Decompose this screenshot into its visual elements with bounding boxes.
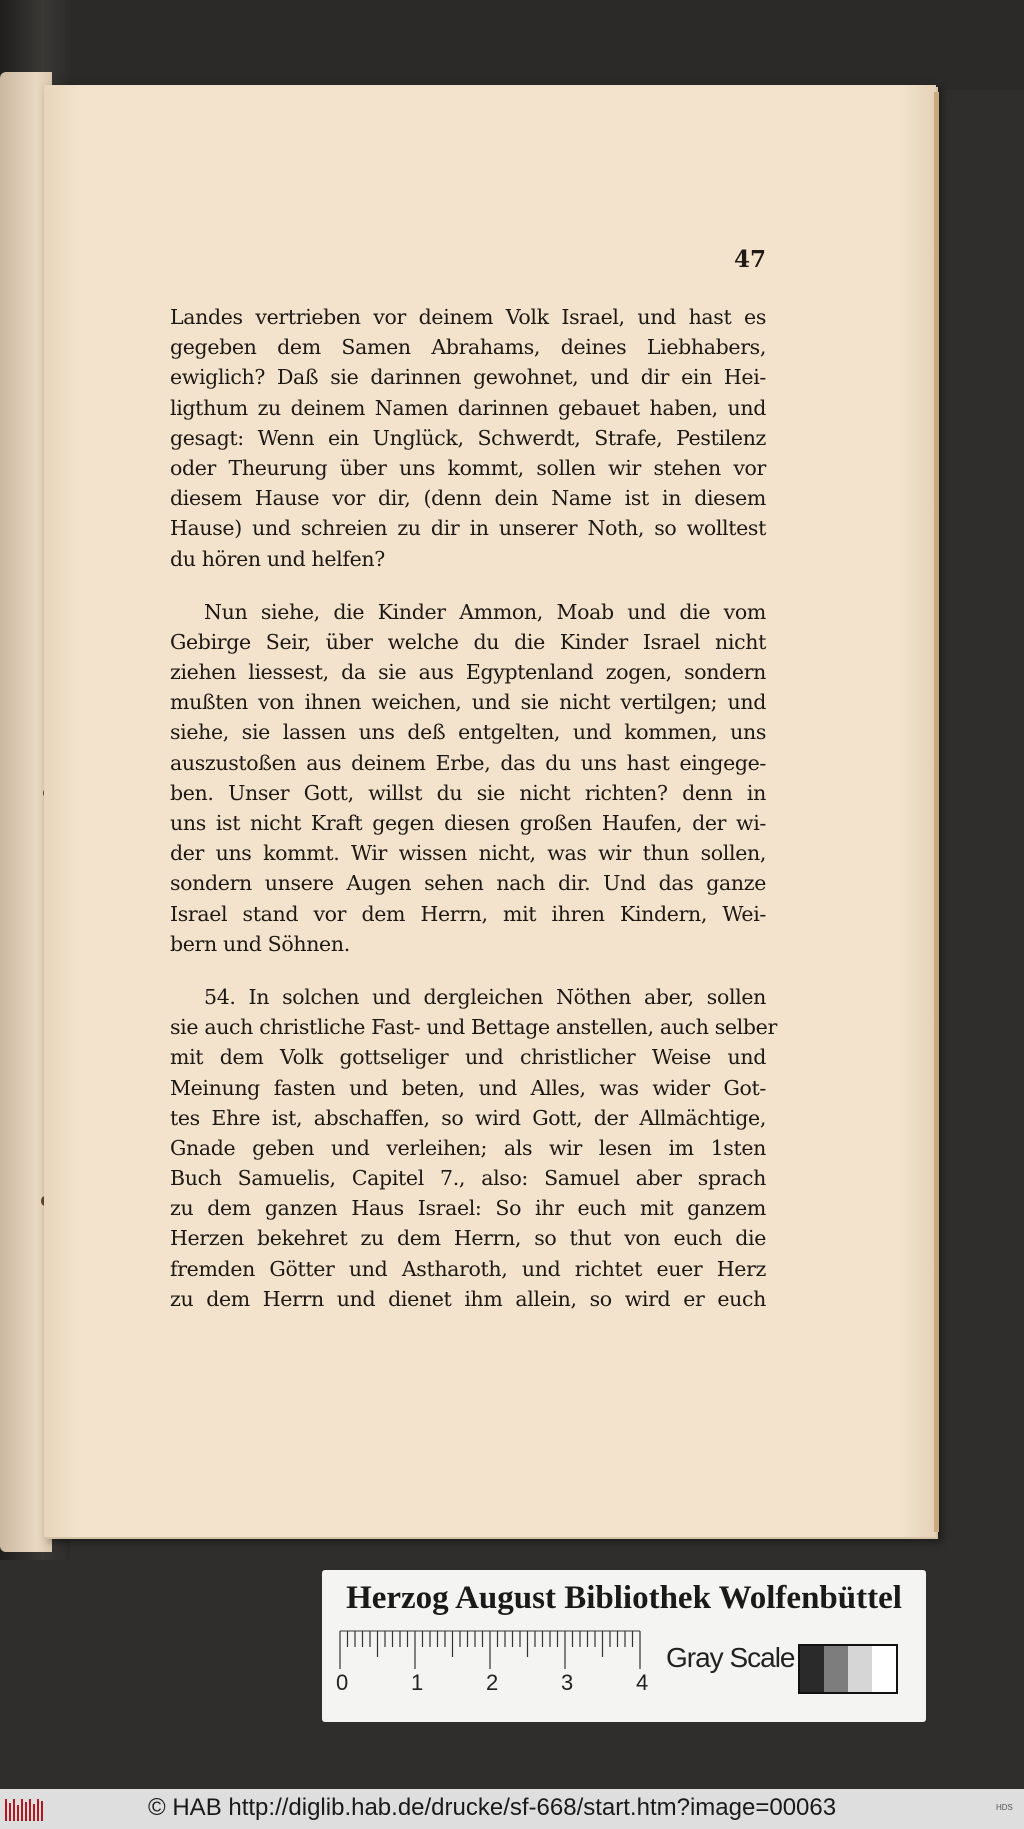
paragraph — [170, 597, 766, 959]
text-line: Buch Samuelis, Capitel 7., also: Samuel aber sprach — [170, 1166, 766, 1191]
text-line: zu dem ganzen Haus Israel: So ihr euch mit ganzem — [170, 1196, 766, 1221]
text-line: Landes vertrieben vor deinem Volk Israel, und hast es — [170, 305, 766, 329]
text-line: Hause) und schreien zu dir in unserer Noth, so wolltest — [170, 516, 766, 541]
footer-bar — [0, 1789, 1024, 1829]
text-line: gegeben dem Samen Abrahams, deines Liebhabers, — [170, 335, 766, 360]
ruler-number: 2 — [486, 1670, 499, 1695]
gray-patch — [848, 1646, 872, 1692]
copyright-url: © HAB http://diglib.hab.de/drucke/sf-668/start.htm?image=00063 — [148, 1794, 837, 1821]
gray-patch — [824, 1646, 848, 1692]
text-line: mit dem Volk gottseliger und christlicher Weise und — [170, 1045, 766, 1070]
text-line: 54. In solchen und dergleichen Nöthen aber, sollen — [204, 984, 766, 1009]
ruler-number: 0 — [336, 1670, 349, 1695]
text-line: fremden Götter und Astharoth, und richtet euer Herz — [170, 1256, 766, 1281]
page-number: 47 — [733, 246, 766, 273]
text-line: ligthum zu deinem Namen darinnen gebauet haben, und — [170, 395, 766, 420]
text-line: diesem Hause vor dir, (denn dein Name ist in diesem — [170, 486, 766, 511]
text-line: Herzen bekehret zu dem Herrn, so thut von euch die — [170, 1226, 766, 1251]
text-line: sie auch christliche Fast- und Bettage anstellen, auch selber — [170, 1015, 777, 1040]
text-line: oder Theurung über uns kommt, sollen wir stehen vor — [170, 455, 766, 480]
text-line: der uns kommt. Wir wissen nicht, was wir thun sollen, — [170, 841, 766, 866]
footer-mark: HDS — [996, 1803, 1013, 1812]
text-line: du hören und helfen? — [170, 546, 385, 571]
text-line: ewiglich? Daß sie darinnen gewohnet, und dir ein Hei- — [170, 365, 766, 390]
gray-patch — [872, 1646, 896, 1692]
text-line: zu dem Herrn und dienet ihm allein, so wird er euch — [170, 1286, 766, 1311]
text-line: siehe, sie lassen uns deß entgelten, und kommen, uns — [170, 720, 766, 745]
paragraph — [170, 302, 766, 574]
text-line: sondern unsere Augen sehen nach dir. Und das ganze — [170, 871, 766, 896]
text-line: auszustoßen aus deinem Erbe, das du uns hast eingege- — [170, 750, 766, 775]
text-line: ben. Unser Gott, willst du sie nicht richten? denn in — [170, 780, 766, 805]
page-right-edge — [934, 92, 939, 1532]
text-line: Nun siehe, die Kinder Ammon, Moab und die vom — [204, 599, 766, 624]
ruler-number: 1 — [411, 1670, 424, 1695]
gray-scale-label: Gray Scale — [666, 1642, 795, 1673]
text-line: Israel stand vor dem Herrn, mit ihren Kindern, Wei- — [170, 901, 766, 926]
color-scale-card — [322, 1570, 926, 1722]
ruler-number: 3 — [561, 1670, 574, 1695]
gray-patch — [800, 1646, 824, 1692]
ruler-number: 4 — [636, 1670, 649, 1695]
text-line: Meinung fasten und beten, und Alles, was wider Got- — [170, 1075, 766, 1100]
text-line: ziehen liessest, da sie aus Egyptenland zogen, sondern — [170, 660, 766, 685]
gray-scale-patches — [798, 1644, 898, 1694]
text-line: mußten von ihnen weichen, und sie nicht vertilgen; und — [170, 690, 766, 715]
text-line: Gnade geben und verleihen; als wir lesen im 1sten — [170, 1135, 766, 1160]
hab-logo-icon — [4, 1797, 46, 1823]
text-line: gesagt: Wenn ein Unglück, Schwerdt, Strafe, Pestilenz — [170, 425, 766, 450]
library-name: Herzog August Bibliothek Wolfenbüttel — [346, 1580, 902, 1616]
text-line: tes Ehre ist, abschaffen, so wird Gott, der Allmächtige, — [170, 1105, 766, 1130]
text-line: Gebirge Seir, über welche du die Kinder Israel nicht — [170, 629, 766, 654]
page-text — [170, 302, 777, 1314]
text-line: uns ist nicht Kraft gegen diesen großen Haufen, der wi- — [170, 811, 766, 835]
paragraph — [170, 982, 777, 1314]
background-board — [0, 0, 1024, 90]
text-line: bern und Söhnen. — [170, 931, 350, 956]
